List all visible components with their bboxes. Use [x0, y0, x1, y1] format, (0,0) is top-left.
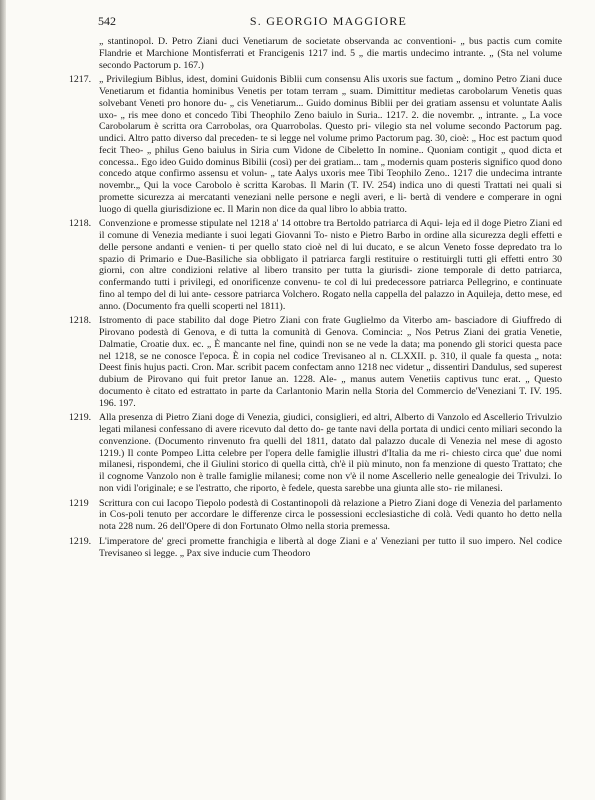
- entry-year: 1218.: [69, 218, 92, 230]
- entry-text: Scrittura con cui Iacopo Tiepolo podestà di Costantinopoli dà relazione a Pietro Ziani doge di Venezia del parlamento in Cos-poli tenuto per accordare le differenze circa le possessioni ecclesiastiche di colà. Vedi quanto ho detto nella nota 228 num. 26 dell'Opere di don Fortunato Olmo nella storia premessa.: [99, 497, 562, 532]
- document-body: [69, 36, 562, 562]
- entry-year: 1217.: [69, 74, 92, 86]
- entry-text: L'imperatore de' greci promette franchigia e libertà al doge Ziani e a' Veneziani per tutto il suo impero. Nel codice Trevisaneo si legge. „ Pax sive inducie cum Theodoro: [99, 535, 562, 559]
- document-entry: [69, 218, 562, 312]
- entry-text: Istromento di pace stabilito dal doge Pietro Ziani con frate Guglielmo da Viterbo am- basciadore di Giuffredo di Pirovano podestà di Genova, e di tutta la comunità di Genova. Cominciа: „ Nos Petrus Ziani dei gratia Venetie, Dalmatie, Croatie dux. ec. „ È mancante nel fine, quindi non se ne vede la data; ma ponendo gli storici questa pace nel 1218, se ne conosce l'epoca. È in copia nel codice Trevisaneo al n. CLXXII. p. 310, il quale fa questa „ nota: Deest finis hujus pacti. Cron. Mar. scribit pacem confectam anno 1218 nec videtur „ dissentiri Dandulus, sed superest dubium de Pirovano qui fuit pretor Ianue an. 1228. Ale- „ manus autem Venetiis captivus tunc erat. „ Questo documento è citato ed estrattato in parte da Carlantonio Marin nella Storia del Commercio de'Veneziani T. IV. 195. 196. 197.: [99, 315, 562, 409]
- page-binding-edge: [0, 0, 6, 800]
- document-entry: [69, 74, 562, 215]
- page-number: 542: [98, 14, 116, 28]
- entry-year: 1219.: [69, 412, 92, 424]
- entry-year: 1219.: [69, 535, 92, 547]
- document-entry: [69, 412, 562, 494]
- running-title: S. GEORGIO MAGGIORE: [249, 14, 408, 28]
- document-entry: [69, 535, 562, 560]
- entry-text: Alla presenza di Pietro Ziani doge di Venezia, giudici, consiglieri, ed altri, Alberto di Vanzolo ed Ascellerio Trivulzio legati milanesi confessano di avere ricevuto dal detto do- ge tante navi della portata di undici cento miliari secondo la convenzione. (Documento rinvenuto fra quelli del 1811, datato dal palazzo ducale di Venezia nel mese di agosto 1219.) Il conte Pompeo Litta celebre per l'opera delle famiglie illustri d'Italia da me ri- chiesto circa que' due nomi milanesi, rispondemi, che il Giulini storico di quella città, ch'è il più minuto, non fa menzione di questo Trattato; che il cognome Vanzolo non è tralle famiglie milanesi; come non v'è il nome Ascellerio nelle genealogie dei Trivulzi. Io non vidi l'originale; e se l'estratto, che riporto, è fedele, questa sarebbe una giunta alle sto- rie milanesi.: [99, 412, 562, 494]
- document-entry: [99, 36, 562, 71]
- entry-text: „ stantinopol. D. Petro Ziani duci Venetiarum de societate observanda ac conventioni- „ bus pactis cum comite Flandrie et Marchione Montisferrati et Francigenis 1217 ind. 5 „ die martis undecimo intrante. „ (Sta nel volume secondo Pactorum p. 167.): [99, 36, 562, 71]
- entry-text: Convenzione e promesse stipulate nel 1218 a' 14 ottobre tra Bertoldo patriarca di Aqui- leja ed il doge Pietro Ziani ed il comune di Venezia mediante i suoi legati Giovanni To- nisto e Pietro Barbo in ordine alla sicurezza degli effetti e delle persone andanti e venien- ti per quello stato cioè nel di lui ducato, e se alcun Veneto fosse depredato tra lo spazio di Primario e Due-Basiliche sia obbligato il patriarca fargli restituire o restituirgli tutti gli effetti entro 30 giorni, con altre condizioni relative al libero transito per tutta la giurisdi- zione temporale di detto patriarca, confermando tutti i privilegi, ed onorificenze convenu- te col di lui predecessore patriarca Pellegrino, e continuate fino al tempo del di lui ante- cessore patriarca Volchero. Rogato nella cappella del palazzo in Aquileja, detto mese, ed anno. (Documento fra quelli scoperti nel 1811).: [99, 218, 562, 312]
- entry-text: „ Privilegium Biblus, idest, domini Guidonis Biblii cum consensu Alis uxoris sue factum „ domino Petro Ziani duce Venetiarum et fidantia hominibus Venetis per totam terram „ suam. Dimittitur medietas carobolarum Venetis quas solvebant Veneti pro honore du- „ cis Venetiarum... Guido dominus Biblii per dei gratiam assensu et voluntate Aalis uxo- „ ris mee dono et concedo Tibi Theophilo Zeno baiulo in Suria.. 1217. 2. die novembr. „ intrante. „ La voce Carobolarum è scritta ora Carrobolas, ora Quarrobolas. Questo pri- vilegio sta nel volume secondo Pactorum pag. undici. Altro patto diverso dal preceden- te si legge nel volume primo Pactorum pag. 30, cioè: „ Hoc est pactum quod fecit Theo- „ philus Geno baiulus in Siria cum Vidone de Cibeletto In nomine.. Quoniam contigit „ quod dicta et concessa.. Ego ideo Guido dominus Bibilii (così) per dei gratiam... tam „ modernis quam posteris significo quod dono concedo atque confirmo assensu et volun- „ tate Aalys uxoris mee Tibi Teophilo Zeno.. 1217 die undecima intrante novembr.„ Qui la voce Carobolo è scritta Karobas. Il Marin (T. IV. 254) indica uno di questi Trattati nei quali si promette sicurezza ai mercatanti veneziani nelle persone e negli averi, e li- bertà di vendere e comperare in ogni luogo di quella giurisdizione ec. Il Marin non dice da qual libro lo abbia tratto.: [99, 74, 562, 215]
- document-entry: [69, 497, 562, 533]
- entry-year: 1219: [69, 497, 89, 509]
- document-entry: [69, 315, 562, 409]
- page-header: [98, 14, 559, 30]
- entry-year: 1218.: [69, 315, 92, 327]
